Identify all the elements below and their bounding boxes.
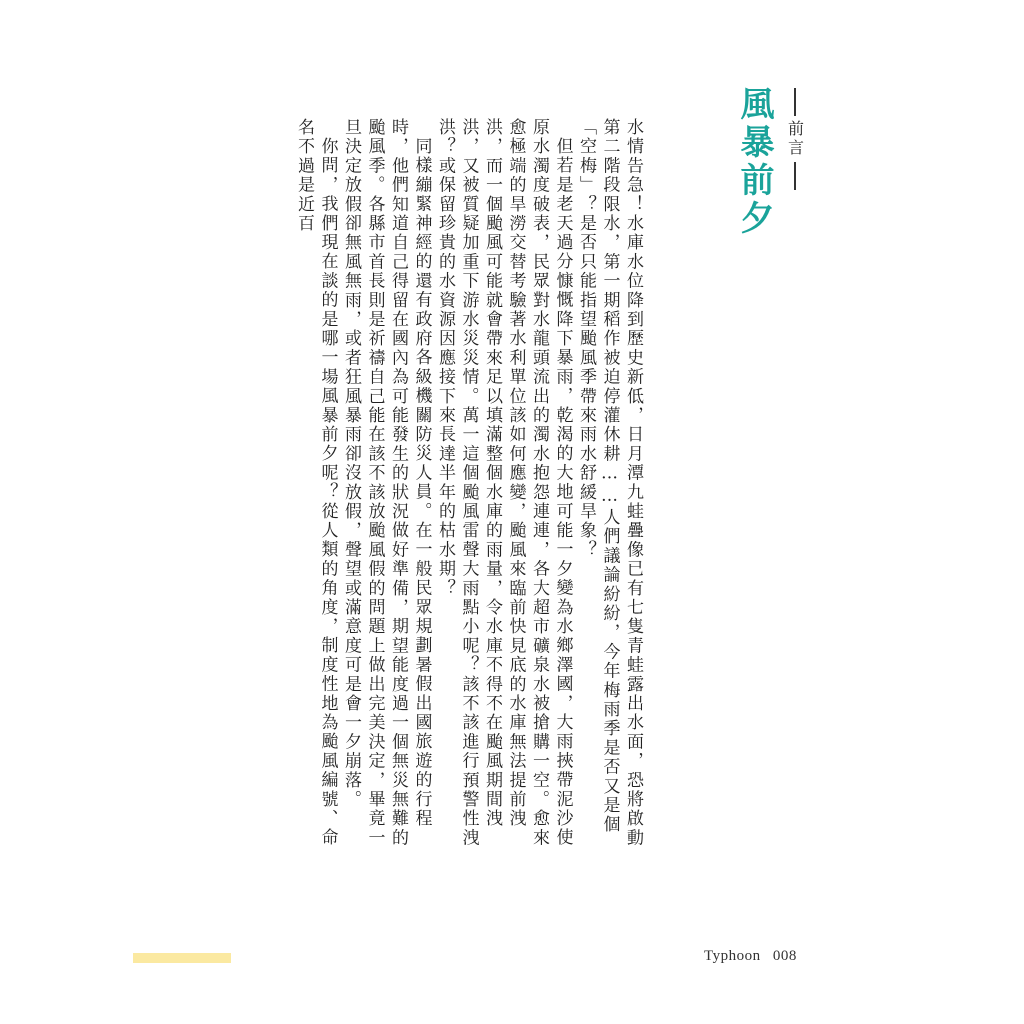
section-rule-bottom [794,162,796,190]
footer-book-title: Typhoon [704,948,761,964]
paragraph-2: 但若是老天過分慷慨降下暴雨，乾渴的大地可能一夕變為水鄉澤國，大雨挾帶泥沙使原水濁度破表，民眾對水龍頭流出的濁水抱怨連連，各大超市礦泉水被搶購一空。愈來愈極端的旱澇交替考驗著水利單位該如何應變，颱風來臨前快見底的水庫無法提前洩洪，而一個颱風可能就會帶來足以填滿整個水庫的雨量，令水庫不得不在颱風期間洩洪，又被質疑加重下游水災災情。萬一這個颱風雷聲大雨點小呢？該不該進行預警性洩洪？或保留珍貴的水資源因應接下來長達半年的枯水期？ [435,118,573,848]
section-label-text: 前言 [785,120,805,158]
accent-bar [133,953,231,963]
body-text [292,118,645,858]
paragraph-4: 你問，我們現在談的是哪一場風暴前夕呢？從人類的角度，制度性地為颱風編號、命名不過是近百 [294,118,338,848]
paragraph-3: 同樣繃緊神經的還有政府各級機關防災人員。在一般民眾規劃暑假出國旅遊的行程時，他們知道自己得留在國內為可能發生的狀況做好準備，期望能度過一個無災無難的颱風季。各縣市首長則是祈禱自己能在該不該放颱風假的問題上做出完美決定，畢竟一旦決定放假卻無風無雨，或者狂風暴雨卻沒放假，聲望或滿意度可是會一夕崩落。 [341,118,432,848]
chapter-title: 風暴前夕 [734,86,774,238]
section-label [780,88,810,208]
section-rule-top [794,88,796,116]
page-footer [704,948,797,965]
paragraph-1: 水情告急！水庫水位降到歷史新低，日月潭九蛙疊像已有七隻青蛙露出水面，恐將啟動第二階段限水，第一期稻作被迫停灌休耕……人們議論紛紛，今年梅雨季是否又是個「空梅」？是否只能指望颱風季帶來雨水舒緩旱象？ [576,118,643,848]
page-number: 008 [772,948,797,964]
